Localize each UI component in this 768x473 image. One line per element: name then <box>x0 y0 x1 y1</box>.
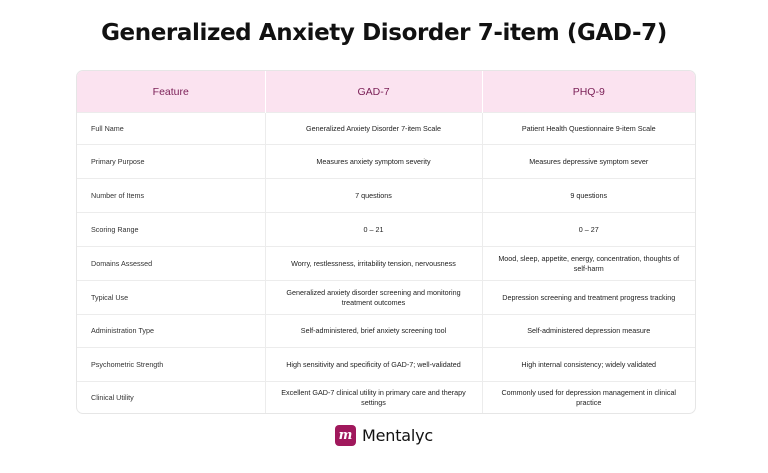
row-gad7-value: High sensitivity and specificity of GAD-7; well-validated <box>265 348 482 382</box>
row-gad7-value: 0 – 21 <box>265 213 482 247</box>
page-title: Generalized Anxiety Disorder 7-item (GAD-7) <box>101 20 667 46</box>
brand-footer <box>0 425 768 446</box>
table-row <box>77 382 695 414</box>
table-row <box>77 113 695 145</box>
row-feature: Primary Purpose <box>77 145 265 179</box>
mentalyc-logo-icon: m <box>335 425 356 446</box>
table-row <box>77 348 695 382</box>
row-phq9-value: Commonly used for depression management in clinical practice <box>482 382 695 414</box>
row-feature: Typical Use <box>77 281 265 315</box>
row-phq9-value: 9 questions <box>482 179 695 213</box>
table-row <box>77 179 695 213</box>
row-gad7-value: Self-administered, brief anxiety screening tool <box>265 315 482 348</box>
row-gad7-value: Generalized anxiety disorder screening and monitoring treatment outcomes <box>265 281 482 315</box>
row-feature: Clinical Utility <box>77 382 265 414</box>
table-row <box>77 247 695 281</box>
header-phq9: PHQ-9 <box>482 71 695 113</box>
row-feature: Administration Type <box>77 315 265 348</box>
brand-name: Mentalyc <box>362 426 433 445</box>
row-phq9-value: Patient Health Questionnaire 9-item Scale <box>482 113 695 145</box>
table-row <box>77 281 695 315</box>
header-gad7: GAD-7 <box>265 71 482 113</box>
row-phq9-value: 0 – 27 <box>482 213 695 247</box>
comparison-table-container <box>76 70 696 414</box>
row-feature: Domains Assessed <box>77 247 265 281</box>
row-phq9-value: Self-administered depression measure <box>482 315 695 348</box>
row-gad7-value: Measures anxiety symptom severity <box>265 145 482 179</box>
table-row <box>77 213 695 247</box>
row-feature: Scoring Range <box>77 213 265 247</box>
row-feature: Psychometric Strength <box>77 348 265 382</box>
header-feature: Feature <box>77 71 265 113</box>
row-feature: Number of Items <box>77 179 265 213</box>
row-gad7-value: Excellent GAD-7 clinical utility in primary care and therapy settings <box>265 382 482 414</box>
row-phq9-value: Depression screening and treatment progress tracking <box>482 281 695 315</box>
row-gad7-value: Generalized Anxiety Disorder 7-item Scale <box>265 113 482 145</box>
comparison-table <box>77 71 695 413</box>
table-header-row <box>77 71 695 113</box>
row-phq9-value: Measures depressive symptom sever <box>482 145 695 179</box>
table-row <box>77 315 695 348</box>
row-phq9-value: Mood, sleep, appetite, energy, concentration, thoughts of self-harm <box>482 247 695 281</box>
row-phq9-value: High internal consistency; widely validated <box>482 348 695 382</box>
table-row <box>77 145 695 179</box>
row-feature: Full Name <box>77 113 265 145</box>
row-gad7-value: Worry, restlessness, irritability tension, nervousness <box>265 247 482 281</box>
row-gad7-value: 7 questions <box>265 179 482 213</box>
